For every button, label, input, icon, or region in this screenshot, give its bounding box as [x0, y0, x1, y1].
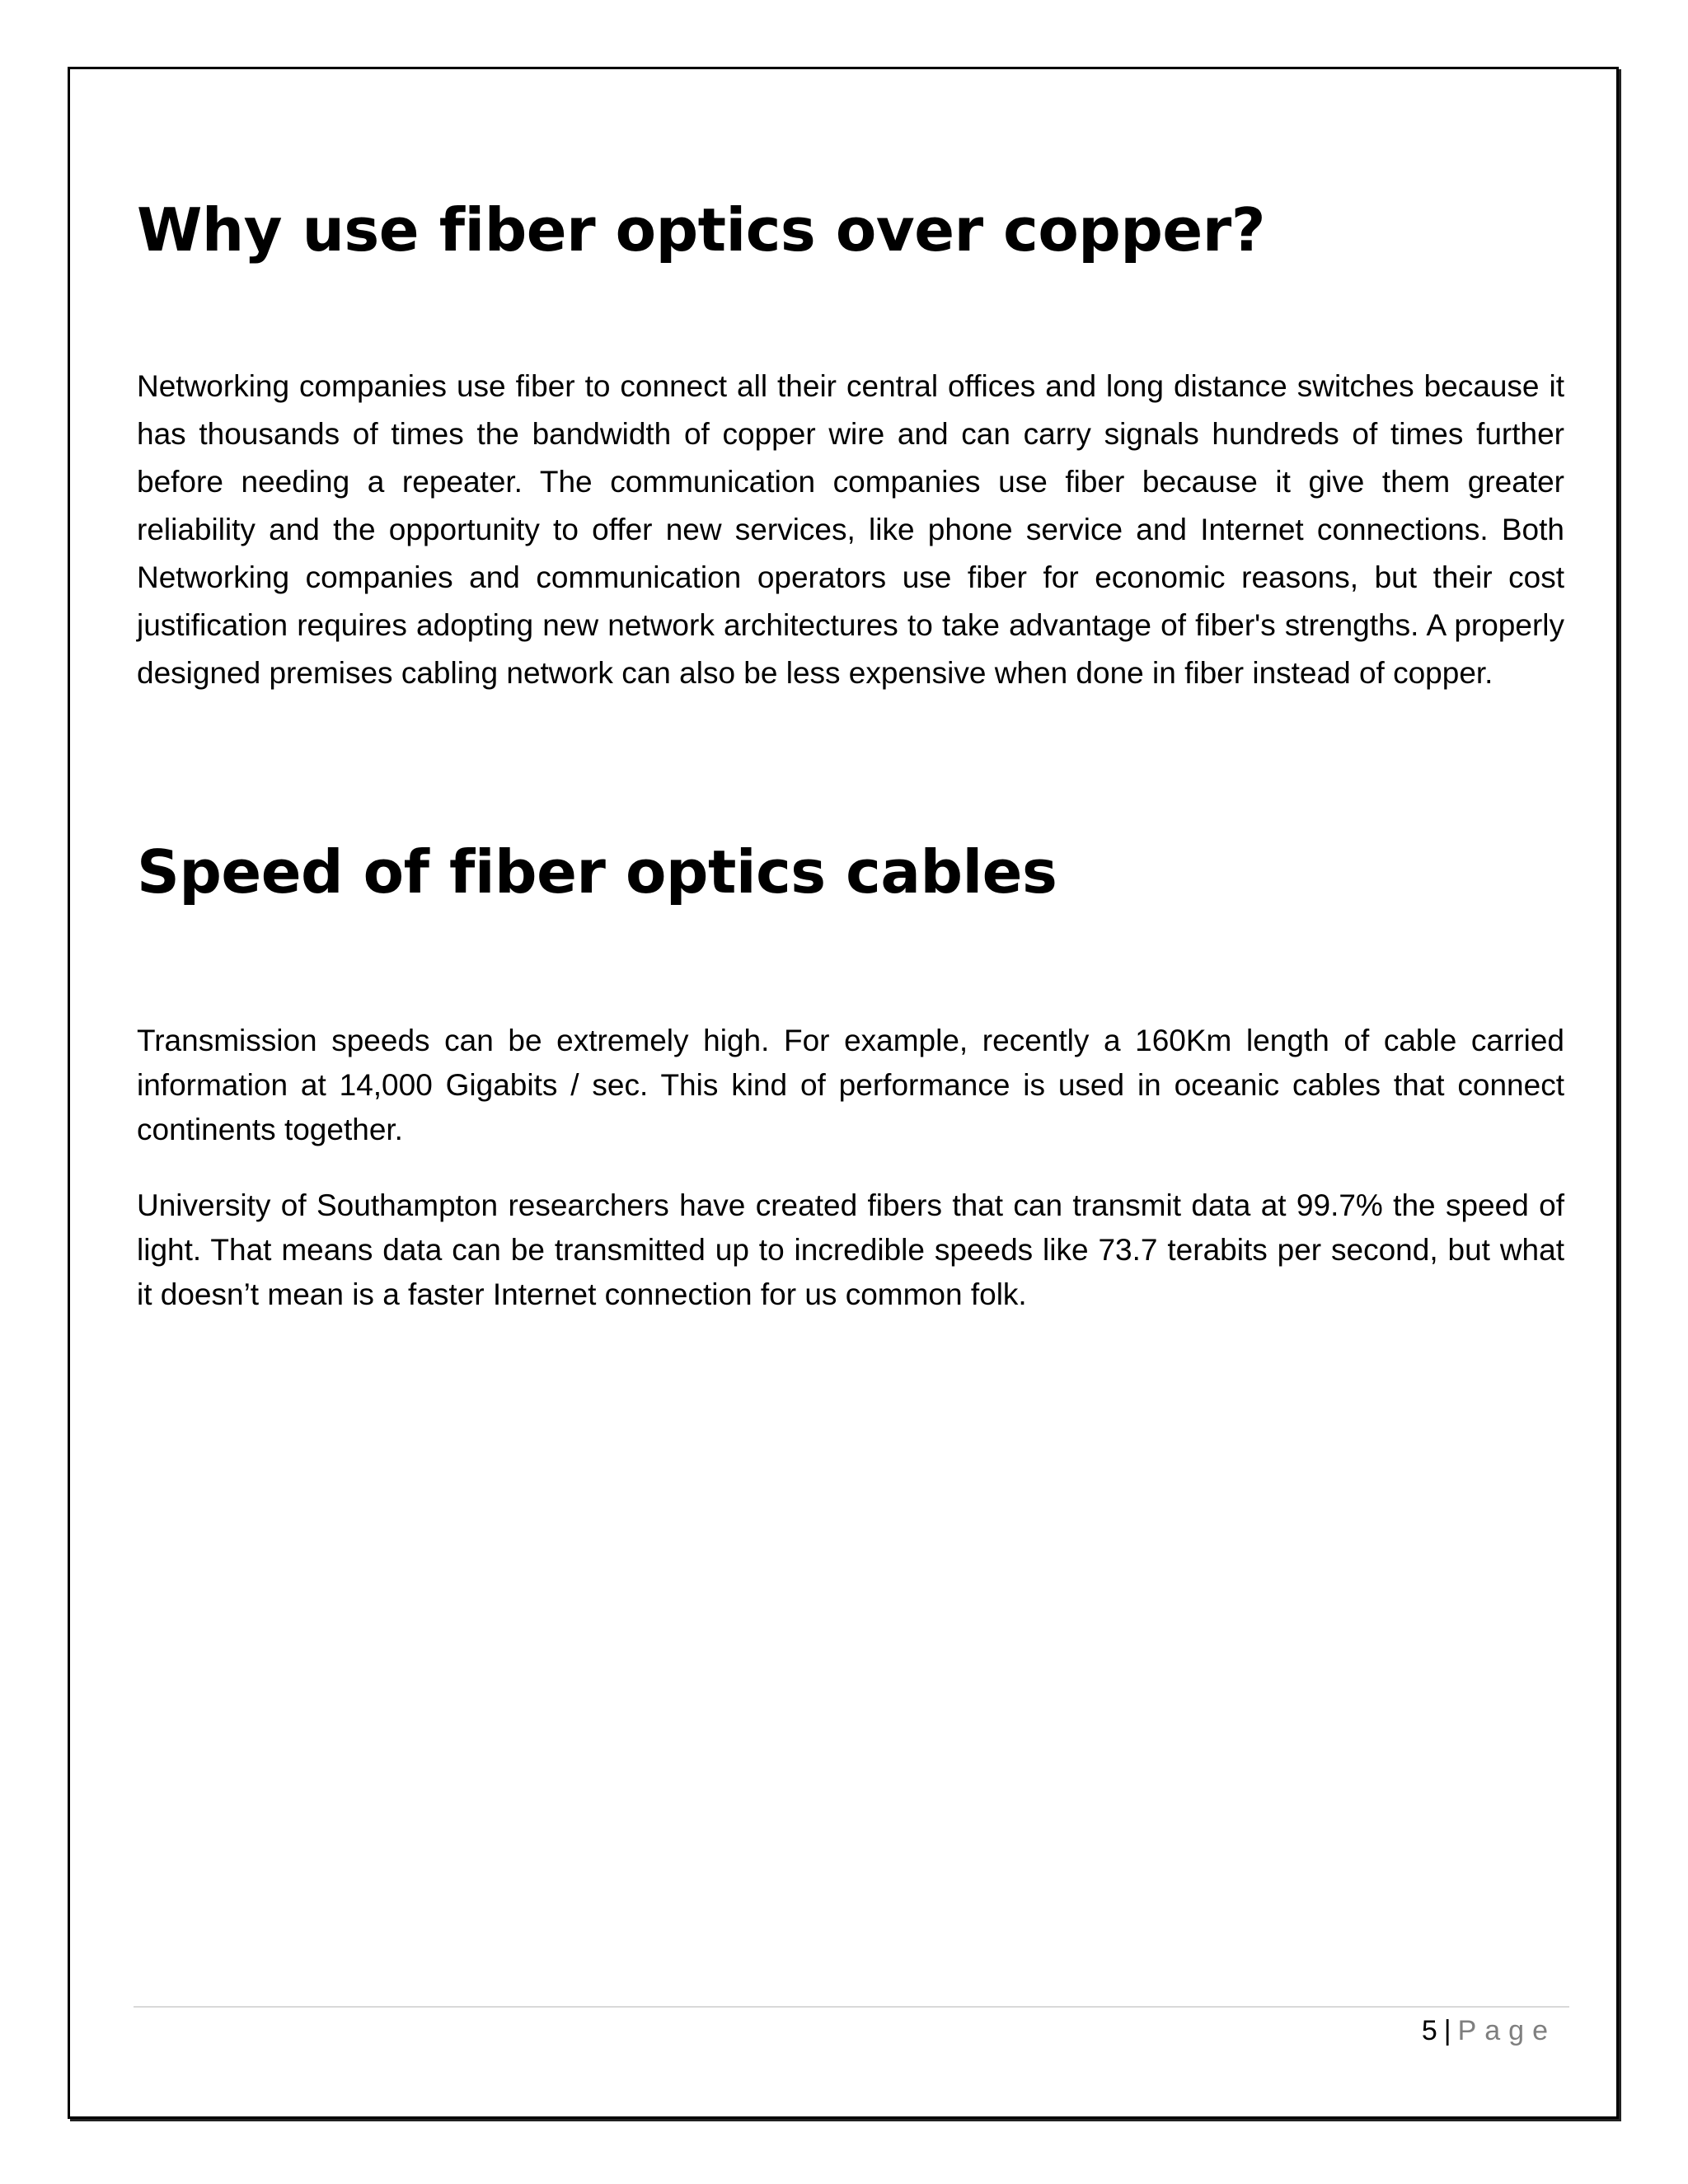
section-heading-fiber-vs-copper: Why use fiber optics over copper?: [137, 195, 1265, 265]
footer-separator: |: [1443, 2015, 1451, 2046]
paragraph-southampton-research: University of Southampton researchers have created fibers that can transmit data at 99.7% the speed of light. That means data can be transmitted up to incredible speeds like 73.7 terabits per second, but what it doesn’t mean is a faster Internet connection for us common folk.: [137, 1188, 1564, 1311]
paragraph-fiber-vs-copper: Networking companies use fiber to connect all their central offices and long distance switches because it has thousands of times the bandwidth of copper wire and can carry signals hundreds of times further before needing a repeater. The communication companies use fiber because it give them greater reliability and the opportunity to offer new services, like phone service and Internet connections. Both Networking companies and communication operators use fiber for economic reasons, but their cost justification requires adopting new network architectures to take advantage of fiber's strengths. A properly designed premises cabling network can also be less expensive when done in fiber instead of copper.: [137, 369, 1564, 690]
section-heading-speed: Speed of fiber optics cables: [137, 837, 1057, 907]
page-footer: [1422, 2013, 1556, 2049]
page-label: Page: [1457, 2015, 1556, 2046]
page-number: 5: [1421, 2015, 1437, 2046]
footer-divider: [134, 2006, 1569, 2008]
paragraph-transmission-speeds: Transmission speeds can be extremely high. For example, recently a 160Km length of cable carried information at 14,000 Gigabits / sec. This kind of performance is used in oceanic cables that connect continents together.: [137, 1024, 1564, 1146]
